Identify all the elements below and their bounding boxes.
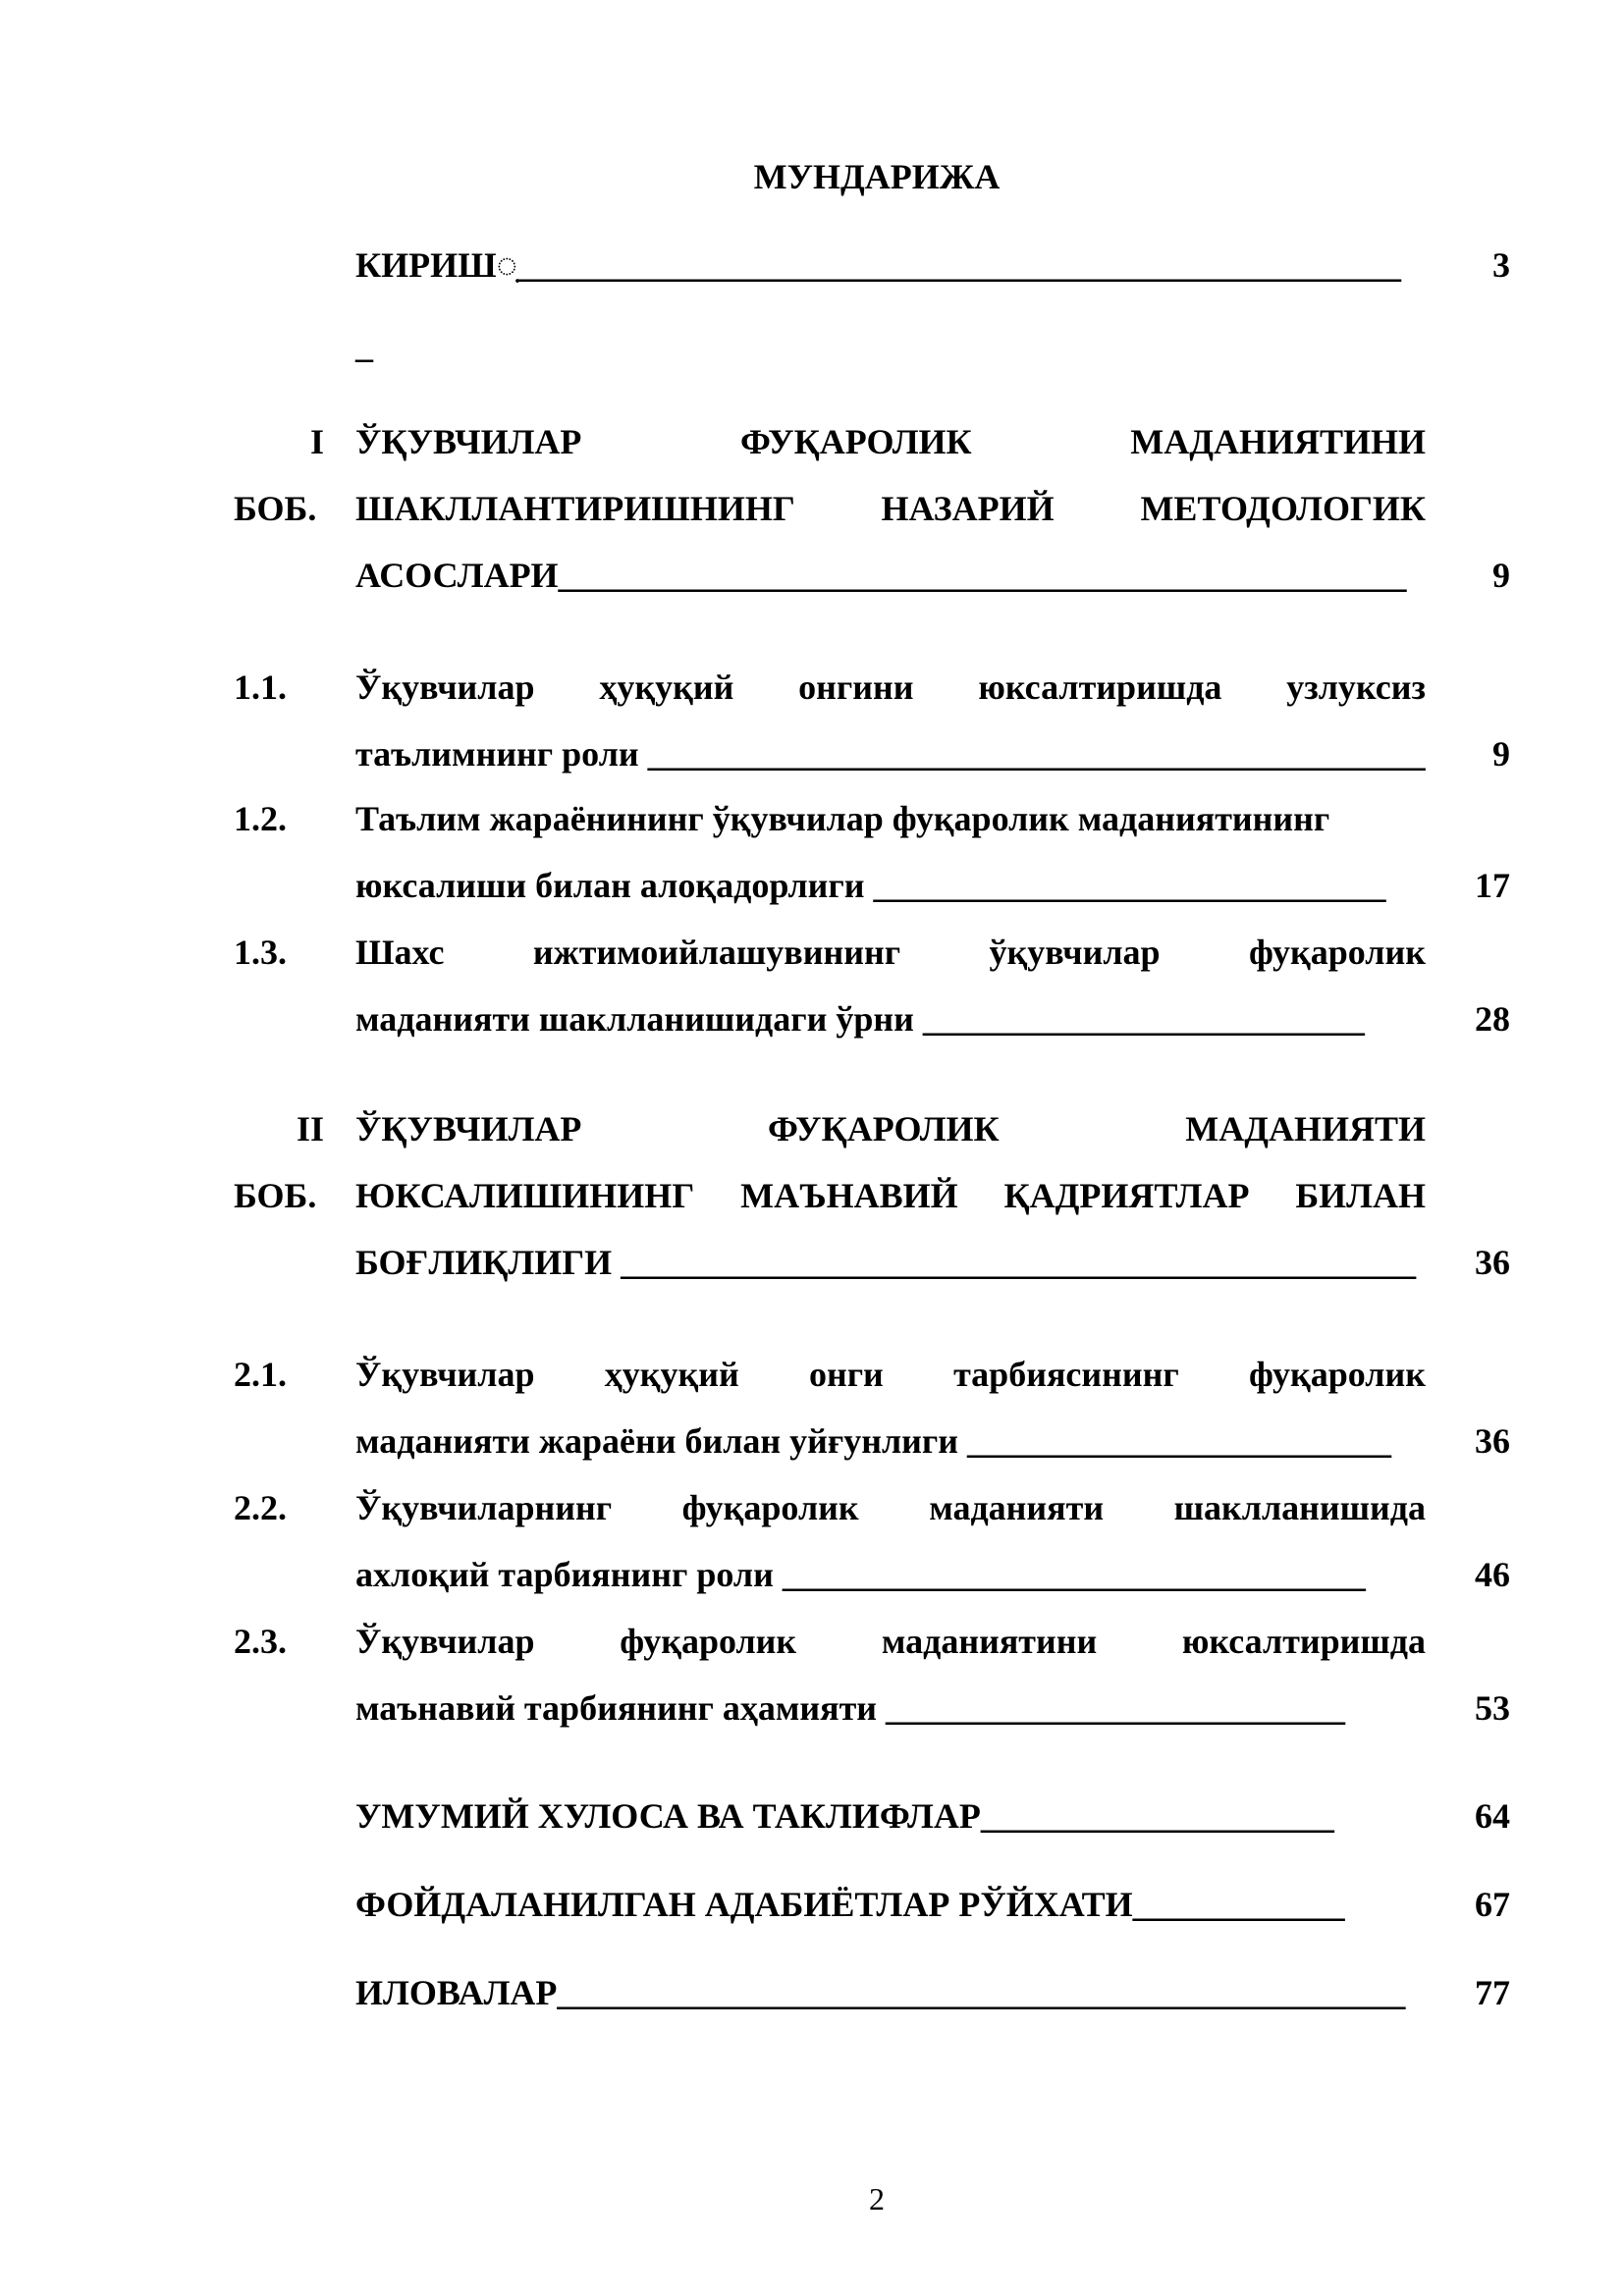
chapter-1-page: 9 xyxy=(1492,556,1510,595)
toc-conclusion-page: 64 xyxy=(1475,1796,1510,1836)
section-2-1-title-line-2: маданияти жараёни билан уйғунлиги ________________________ xyxy=(355,1421,1392,1461)
page-number: 2 xyxy=(869,2181,885,2216)
chapter-2-title-line-2: ЮКСАЛИШИНИНГ МАЪНАВИЙ ҚАДРИЯТЛАР БИЛАН xyxy=(355,1176,1426,1215)
toc-intro-leader: __________________________________________________ xyxy=(517,245,1402,285)
toc-intro-entry xyxy=(355,245,1401,285)
chapter-2-title-line-3: БОҒЛИҚЛИГИ _____________________________________________ xyxy=(355,1243,1417,1282)
toc-intro-page: 3 xyxy=(1492,245,1510,285)
chapter-1-label-bob: БОБ. xyxy=(234,489,317,528)
chapter-2-label-roman: II xyxy=(296,1109,324,1148)
section-2-2-title-line-1: Ўқувчиларнинг фуқаролик маданияти шаклланишида xyxy=(355,1488,1426,1527)
section-2-3-number: 2.3. xyxy=(234,1622,287,1661)
chapter-1-label-roman: I xyxy=(309,422,324,461)
toc-intro-text: КИРИШ xyxy=(355,245,497,285)
section-1-2-title-line-2: юксалиши билан алоқадорлиги _____________________________ xyxy=(355,866,1386,905)
section-1-3-page: 28 xyxy=(1475,999,1510,1039)
section-2-2-title-line-2: ахлоқий тарбиянинг роли _________________________________ xyxy=(355,1555,1366,1594)
section-1-1-title-line-2: таълимнинг роли ____________________________________________ xyxy=(355,734,1426,774)
chapter-2-label-bob: БОБ. xyxy=(234,1176,317,1215)
toc-references-entry: ФОЙДАЛАНИЛГАН АДАБИЁТЛАР РЎЙХАТИ____________ xyxy=(355,1885,1345,1924)
section-1-3-title-line-1: Шахс ижтимоийлашувининг ўқувчилар фуқаролик xyxy=(355,933,1426,972)
chapter-2-title-line-1: ЎҚУВЧИЛАР ФУҚАРОЛИК МАДАНИЯТИ xyxy=(355,1109,1426,1148)
section-1-3-title-line-2: маданияти шаклланишидаги ўрни _________________________ xyxy=(355,999,1365,1039)
toc-conclusion-entry: УМУМИЙ ХУЛОСА ВА ТАКЛИФЛАР____________________ xyxy=(355,1796,1334,1836)
section-2-3-title-line-2: маънавий тарбиянинг аҳамияти __________________________ xyxy=(355,1688,1346,1728)
chapter-1-title-line-2: ШАКЛЛАНТИРИШНИНГ НАЗАРИЙ МЕТОДОЛОГИК xyxy=(355,489,1426,528)
section-1-2-page: 17 xyxy=(1475,866,1510,905)
section-1-2-number: 1.2. xyxy=(234,799,287,838)
toc-appendix-entry: ИЛОВАЛАР________________________________________________ xyxy=(355,1973,1406,2012)
toc-intro-extra-mark: _ xyxy=(355,326,373,365)
section-2-2-number: 2.2. xyxy=(234,1488,287,1527)
chapter-1-title-line-3: АСОСЛАРИ________________________________________________ xyxy=(355,556,1407,595)
section-2-2-page: 46 xyxy=(1475,1555,1510,1594)
section-1-1-title-line-1: Ўқувчилар ҳуқуқий онгини юксалтиришда узлуксиз xyxy=(355,667,1426,707)
chapter-2-page: 36 xyxy=(1475,1243,1510,1282)
section-1-1-number: 1.1. xyxy=(234,667,287,707)
section-1-3-number: 1.3. xyxy=(234,933,287,972)
section-1-2-title-line-1: Таълим жараёнининг ўқувчилар фуқаролик маданиятининг xyxy=(355,799,1330,838)
section-1-1-page: 9 xyxy=(1492,734,1510,774)
chapter-1-title-line-1: ЎҚУВЧИЛАР ФУҚАРОЛИК МАДАНИЯТИНИ xyxy=(355,422,1426,461)
section-2-1-page: 36 xyxy=(1475,1421,1510,1461)
section-2-1-number: 2.1. xyxy=(234,1355,287,1394)
section-2-3-page: 53 xyxy=(1475,1688,1510,1728)
section-2-1-title-line-1: Ўқувчилар ҳуқуқий онги тарбиясининг фуқаролик xyxy=(355,1355,1426,1394)
toc-title: МУНДАРИЖА xyxy=(753,157,1001,196)
toc-appendix-page: 77 xyxy=(1475,1973,1510,2012)
section-2-3-title-line-1: Ўқувчилар фуқаролик маданиятини юксалтиришда xyxy=(355,1622,1426,1661)
toc-references-page: 67 xyxy=(1475,1885,1510,1924)
toc-intro-mark: ◌̣ xyxy=(496,245,518,285)
